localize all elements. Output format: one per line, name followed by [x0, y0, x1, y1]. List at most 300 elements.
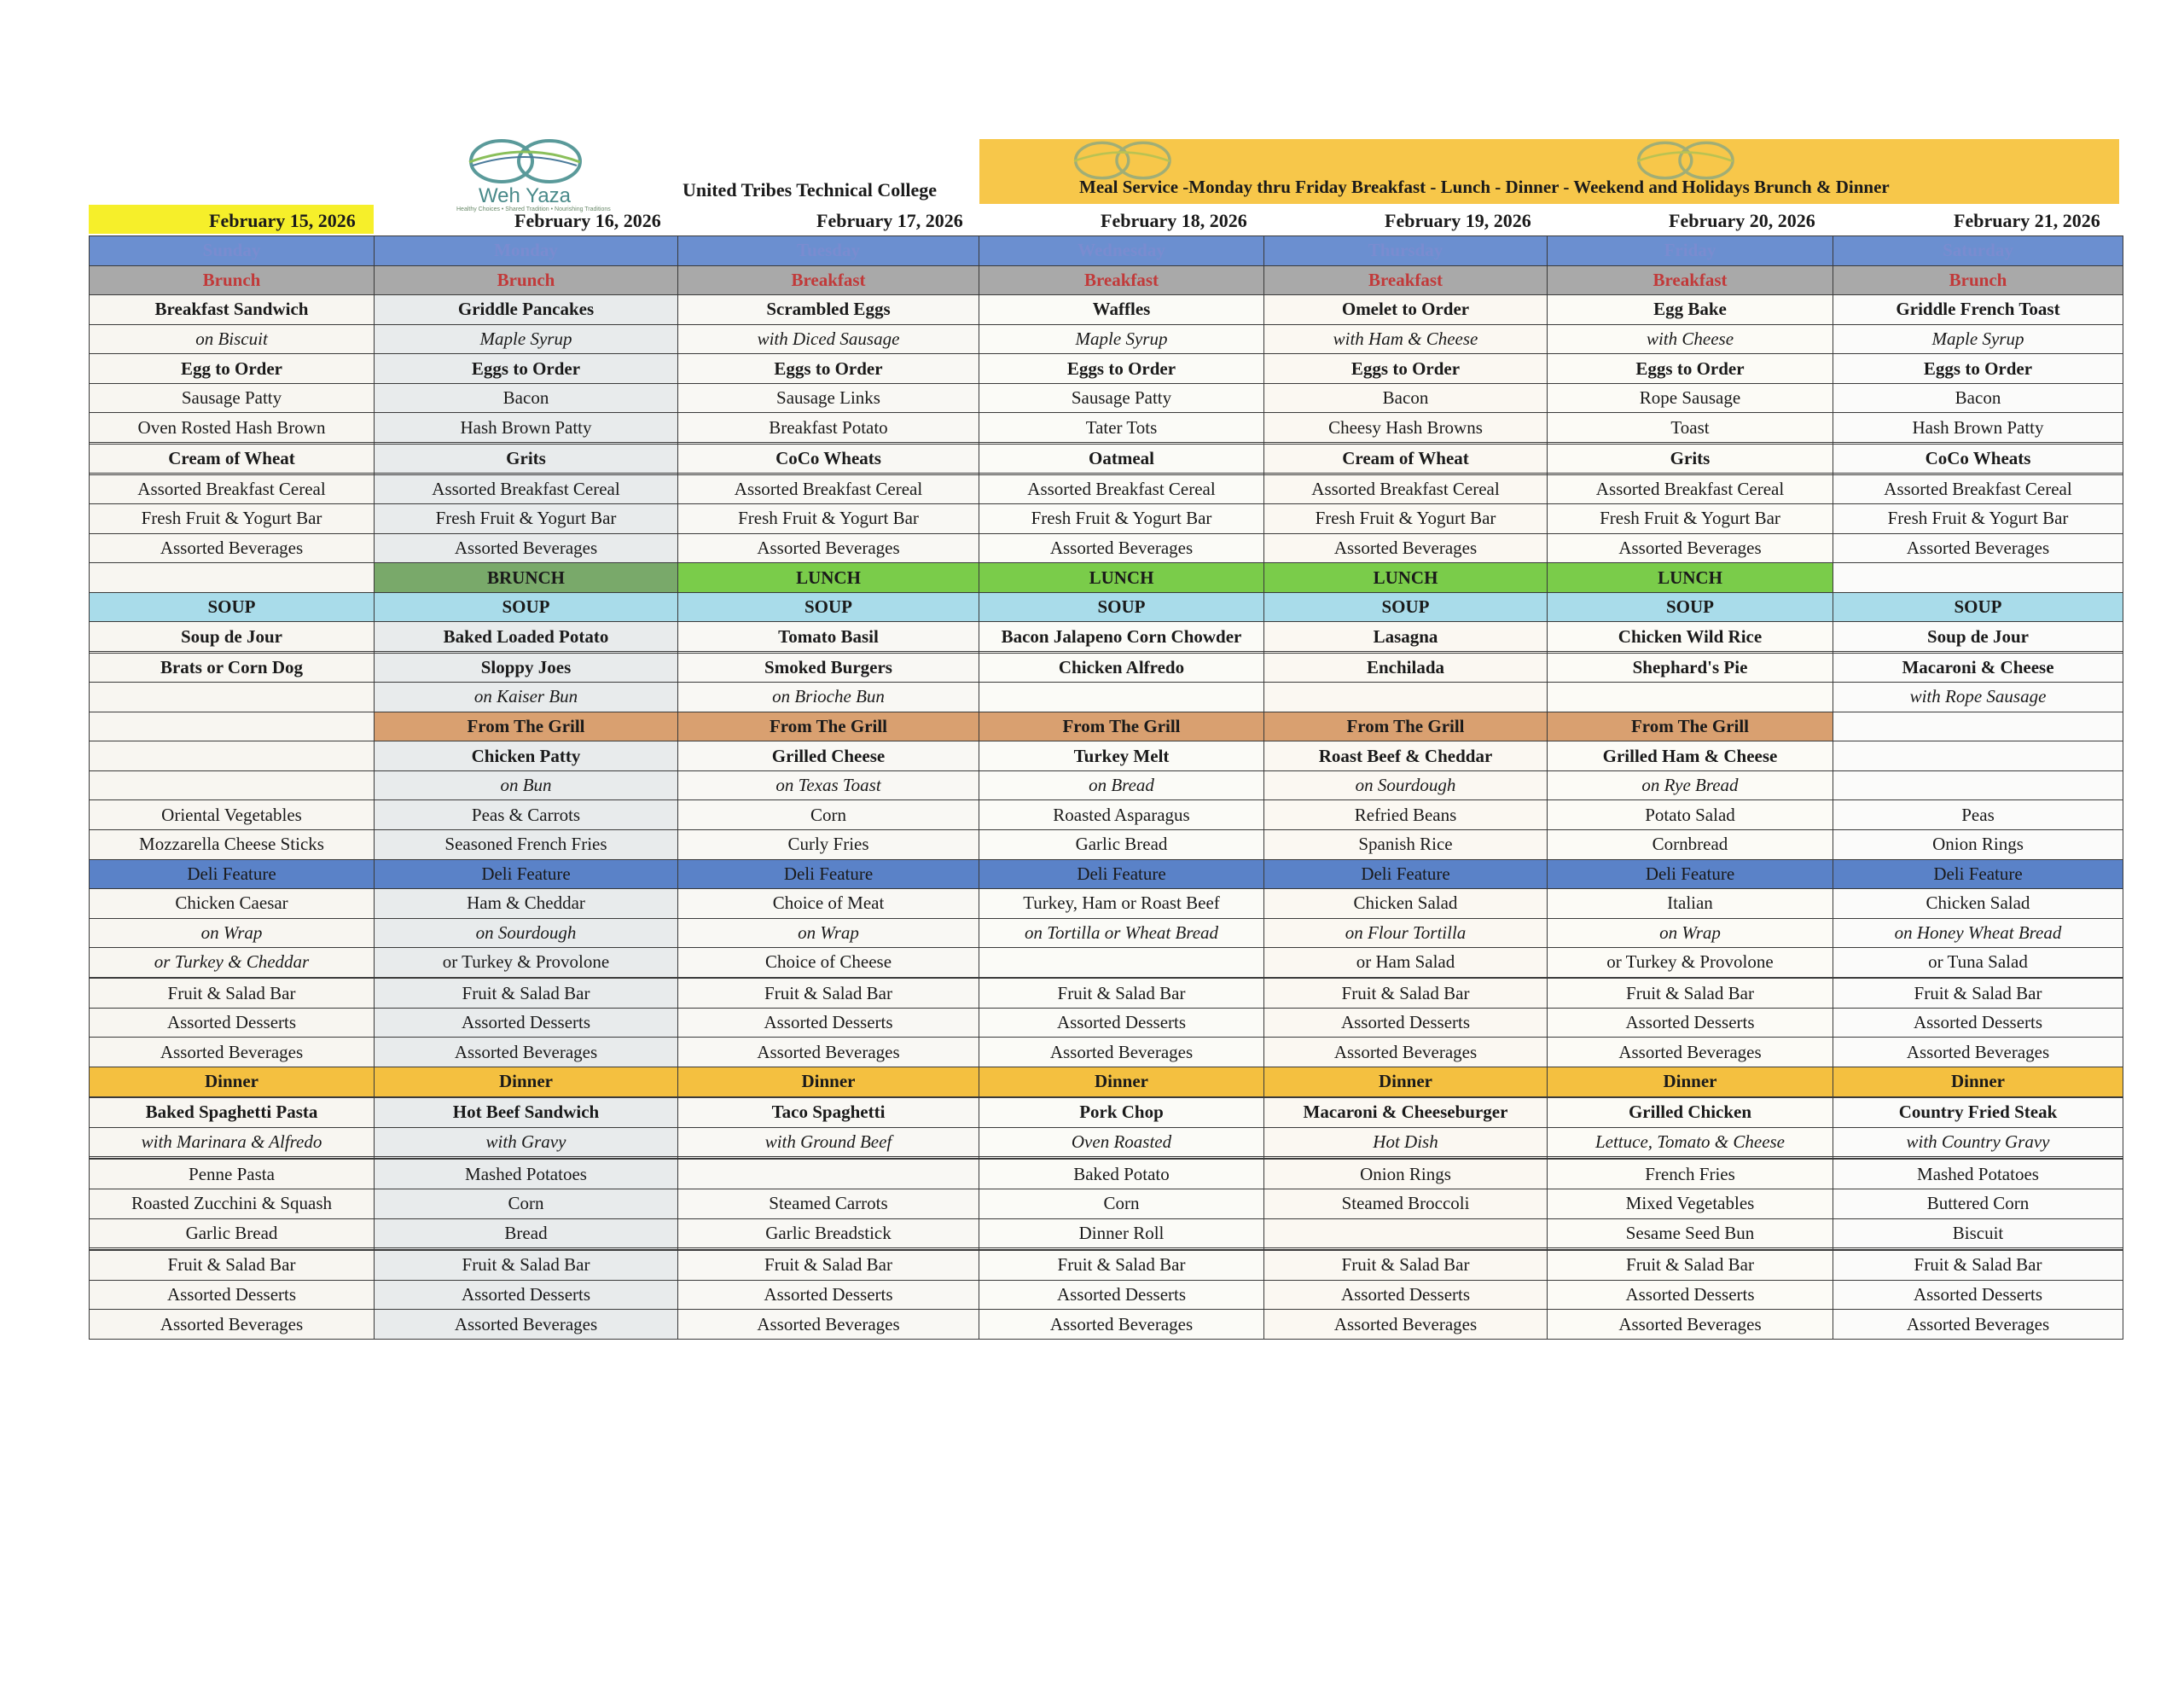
menu-cell-thursday: Assorted Desserts — [1264, 1008, 1548, 1038]
menu-cell-tuesday: with Ground Beef — [678, 1127, 979, 1157]
menu-cell-sunday — [90, 563, 375, 593]
menu-row — [90, 1038, 2123, 1067]
menu-cell-wednesday: Dinner Roll — [979, 1218, 1264, 1248]
menu-cell-saturday: Maple Syrup — [1833, 324, 2123, 354]
menu-row — [90, 1310, 2123, 1340]
menu-cell-tuesday: Sausage Links — [678, 383, 979, 413]
menu-cell-sunday: Assorted Beverages — [90, 1310, 375, 1340]
college-name: United Tribes Technical College — [682, 179, 938, 201]
menu-cell-wednesday: Fruit & Salad Bar — [979, 1251, 1264, 1281]
menu-cell-friday: Italian — [1548, 889, 1833, 919]
menu-cell-sunday — [90, 741, 375, 771]
menu-cell-tuesday: Garlic Breadstick — [678, 1218, 979, 1248]
menu-cell-wednesday: Assorted Beverages — [979, 1038, 1264, 1067]
menu-cell-monday: Brunch — [375, 265, 678, 295]
menu-cell-monday: Fresh Fruit & Yogurt Bar — [375, 504, 678, 534]
menu-cell-saturday: Macaroni & Cheese — [1833, 653, 2123, 683]
menu-cell-sunday — [90, 683, 375, 712]
menu-cell-wednesday: Assorted Desserts — [979, 1280, 1264, 1310]
menu-cell-tuesday: with Diced Sausage — [678, 324, 979, 354]
menu-row — [90, 1189, 2123, 1218]
menu-cell-friday: Fruit & Salad Bar — [1548, 979, 1833, 1009]
menu-cell-tuesday: Breakfast Potato — [678, 413, 979, 443]
menu-cell-thursday: or Ham Salad — [1264, 948, 1548, 978]
menu-cell-monday: or Turkey & Provolone — [375, 948, 678, 978]
menu-cell-tuesday: LUNCH — [678, 563, 979, 593]
menu-cell-sunday: or Turkey & Cheddar — [90, 948, 375, 978]
menu-cell-sunday: SOUP — [90, 592, 375, 622]
menu-cell-sunday: Deli Feature — [90, 859, 375, 889]
menu-cell-thursday: Assorted Beverages — [1264, 1310, 1548, 1340]
menu-cell-friday: Eggs to Order — [1548, 354, 1833, 384]
menu-cell-wednesday: Garlic Bread — [979, 829, 1264, 859]
menu-cell-friday: Chicken Wild Rice — [1548, 622, 1833, 652]
menu-cell-monday: Grits — [375, 444, 678, 474]
menu-cell-tuesday: SOUP — [678, 592, 979, 622]
menu-cell-thursday: Refried Beans — [1264, 800, 1548, 830]
menu-cell-monday: Deli Feature — [375, 859, 678, 889]
menu-cell-friday: Lettuce, Tomato & Cheese — [1548, 1127, 1833, 1157]
menu-cell-saturday: Saturday — [1833, 236, 2123, 266]
menu-cell-friday: Cornbread — [1548, 829, 1833, 859]
menu-cell-thursday: on Sourdough — [1264, 770, 1548, 800]
menu-cell-wednesday: Corn — [979, 1189, 1264, 1218]
menu-cell-monday: on Sourdough — [375, 918, 678, 948]
menu-cell-saturday: Hash Brown Patty — [1833, 413, 2123, 443]
menu-cell-wednesday: Roasted Asparagus — [979, 800, 1264, 830]
menu-row — [90, 622, 2123, 652]
menu-cell-tuesday: Breakfast — [678, 265, 979, 295]
watermark-logo-1 — [1058, 139, 1186, 182]
menu-row — [90, 770, 2123, 800]
menu-cell-friday: Shephard's Pie — [1548, 653, 1833, 683]
menu-cell-wednesday — [979, 948, 1264, 978]
menu-row — [90, 295, 2123, 325]
menu-cell-saturday: Assorted Desserts — [1833, 1280, 2123, 1310]
menu-cell-thursday: Roast Beef & Cheddar — [1264, 741, 1548, 771]
menu-cell-wednesday: Sausage Patty — [979, 383, 1264, 413]
menu-row — [90, 1008, 2123, 1038]
menu-row — [90, 236, 2123, 266]
go-logo-icon — [1062, 139, 1182, 182]
menu-cell-sunday: Sunday — [90, 236, 375, 266]
menu-row — [90, 1160, 2123, 1189]
menu-cell-monday: Maple Syrup — [375, 324, 678, 354]
menu-row — [90, 918, 2123, 948]
menu-cell-friday: Breakfast — [1548, 265, 1833, 295]
date-tuesday: February 17, 2026 — [816, 210, 963, 231]
menu-cell-tuesday: Choice of Cheese — [678, 948, 979, 978]
menu-cell-friday: From The Grill — [1548, 712, 1833, 741]
menu-cell-wednesday: Dinner — [979, 1067, 1264, 1097]
menu-cell-thursday: Enchilada — [1264, 653, 1548, 683]
menu-cell-saturday — [1833, 770, 2123, 800]
menu-row — [90, 413, 2123, 443]
date-monday: February 16, 2026 — [514, 210, 661, 231]
menu-cell-monday: Assorted Breakfast Cereal — [375, 474, 678, 504]
menu-row — [90, 889, 2123, 919]
menu-cell-thursday: Cream of Wheat — [1264, 444, 1548, 474]
date-wednesday: February 18, 2026 — [1101, 210, 1247, 231]
menu-cell-saturday: Assorted Beverages — [1833, 1038, 2123, 1067]
menu-cell-sunday: Assorted Breakfast Cereal — [90, 474, 375, 504]
menu-cell-monday: Bread — [375, 1218, 678, 1248]
menu-cell-wednesday: Eggs to Order — [979, 354, 1264, 384]
menu-cell-sunday: Cream of Wheat — [90, 444, 375, 474]
menu-cell-thursday: Fruit & Salad Bar — [1264, 979, 1548, 1009]
menu-body — [90, 236, 2123, 1340]
menu-cell-saturday: Peas — [1833, 800, 2123, 830]
menu-cell-monday: Griddle Pancakes — [375, 295, 678, 325]
menu-cell-tuesday: Curly Fries — [678, 829, 979, 859]
menu-row — [90, 563, 2123, 593]
menu-row — [90, 712, 2123, 741]
watermark-logo-2 — [1621, 139, 1749, 182]
menu-cell-wednesday: Waffles — [979, 295, 1264, 325]
menu-cell-friday: or Turkey & Provolone — [1548, 948, 1833, 978]
menu-cell-monday: Monday — [375, 236, 678, 266]
menu-cell-saturday: Dinner — [1833, 1067, 2123, 1097]
menu-cell-wednesday: Maple Syrup — [979, 324, 1264, 354]
menu-cell-saturday: Fruit & Salad Bar — [1833, 1251, 2123, 1281]
menu-cell-friday: Assorted Beverages — [1548, 533, 1833, 563]
menu-cell-friday: LUNCH — [1548, 563, 1833, 593]
menu-cell-saturday: Chicken Salad — [1833, 889, 2123, 919]
menu-cell-tuesday: Dinner — [678, 1067, 979, 1097]
menu-cell-sunday: Assorted Beverages — [90, 533, 375, 563]
menu-cell-tuesday: on Wrap — [678, 918, 979, 948]
menu-cell-wednesday: Turkey, Ham or Roast Beef — [979, 889, 1264, 919]
menu-cell-saturday: Biscuit — [1833, 1218, 2123, 1248]
menu-cell-friday: Toast — [1548, 413, 1833, 443]
menu-cell-tuesday: Tomato Basil — [678, 622, 979, 652]
menu-cell-saturday: Deli Feature — [1833, 859, 2123, 889]
menu-cell-sunday: Garlic Bread — [90, 1218, 375, 1248]
menu-cell-monday: Bacon — [375, 383, 678, 413]
meal-service-title: Meal Service -Monday thru Friday Breakfast - Lunch - Dinner - Weekend and Holidays Brunch & Dinner — [1079, 177, 1890, 197]
menu-cell-saturday: Fresh Fruit & Yogurt Bar — [1833, 504, 2123, 534]
menu-row — [90, 533, 2123, 563]
menu-cell-thursday: From The Grill — [1264, 712, 1548, 741]
menu-row — [90, 979, 2123, 1009]
menu-cell-friday: on Wrap — [1548, 918, 1833, 948]
menu-cell-sunday: on Biscuit — [90, 324, 375, 354]
menu-cell-sunday: Sausage Patty — [90, 383, 375, 413]
menu-row — [90, 653, 2123, 683]
menu-cell-thursday: Macaroni & Cheeseburger — [1264, 1098, 1548, 1128]
menu-cell-thursday: Omelet to Order — [1264, 295, 1548, 325]
menu-cell-wednesday: Assorted Beverages — [979, 533, 1264, 563]
menu-row — [90, 444, 2123, 474]
menu-cell-tuesday: Assorted Desserts — [678, 1008, 979, 1038]
menu-cell-wednesday — [979, 683, 1264, 712]
menu-cell-wednesday: Fresh Fruit & Yogurt Bar — [979, 504, 1264, 534]
menu-cell-sunday: Roasted Zucchini & Squash — [90, 1189, 375, 1218]
menu-cell-thursday: Fruit & Salad Bar — [1264, 1251, 1548, 1281]
menu-cell-sunday: Soup de Jour — [90, 622, 375, 652]
menu-cell-saturday: with Country Gravy — [1833, 1127, 2123, 1157]
menu-cell-wednesday: Assorted Beverages — [979, 1310, 1264, 1340]
menu-cell-sunday: with Marinara & Alfredo — [90, 1127, 375, 1157]
menu-cell-saturday: Brunch — [1833, 265, 2123, 295]
menu-cell-friday: Assorted Desserts — [1548, 1280, 1833, 1310]
menu-row — [90, 948, 2123, 978]
menu-row — [90, 324, 2123, 354]
menu-cell-friday: Potato Salad — [1548, 800, 1833, 830]
menu-cell-wednesday: on Bread — [979, 770, 1264, 800]
menu-cell-thursday: Fresh Fruit & Yogurt Bar — [1264, 504, 1548, 534]
menu-cell-friday: Sesame Seed Bun — [1548, 1218, 1833, 1248]
menu-cell-tuesday: Assorted Breakfast Cereal — [678, 474, 979, 504]
go-logo-icon — [461, 137, 589, 186]
menu-row — [90, 383, 2123, 413]
menu-cell-thursday: Breakfast — [1264, 265, 1548, 295]
menu-cell-saturday: CoCo Wheats — [1833, 444, 2123, 474]
menu-cell-thursday: Chicken Salad — [1264, 889, 1548, 919]
menu-row — [90, 741, 2123, 771]
date-friday: February 20, 2026 — [1669, 210, 1815, 231]
menu-cell-thursday: Steamed Broccoli — [1264, 1189, 1548, 1218]
menu-cell-saturday: Mashed Potatoes — [1833, 1160, 2123, 1189]
menu-cell-thursday: Onion Rings — [1264, 1160, 1548, 1189]
menu-cell-saturday: Assorted Breakfast Cereal — [1833, 474, 2123, 504]
menu-cell-tuesday: Fruit & Salad Bar — [678, 1251, 979, 1281]
menu-cell-friday: Rope Sausage — [1548, 383, 1833, 413]
menu-cell-saturday: with Rope Sausage — [1833, 683, 2123, 712]
menu-cell-monday: Hash Brown Patty — [375, 413, 678, 443]
menu-cell-sunday: Fruit & Salad Bar — [90, 1251, 375, 1281]
menu-cell-monday: on Bun — [375, 770, 678, 800]
menu-cell-monday: on Kaiser Bun — [375, 683, 678, 712]
menu-cell-tuesday: on Texas Toast — [678, 770, 979, 800]
menu-cell-sunday: Oriental Vegetables — [90, 800, 375, 830]
go-logo-icon — [1625, 139, 1745, 182]
menu-cell-friday: Egg Bake — [1548, 295, 1833, 325]
menu-cell-saturday: Griddle French Toast — [1833, 295, 2123, 325]
menu-cell-thursday: Deli Feature — [1264, 859, 1548, 889]
menu-cell-wednesday: Pork Chop — [979, 1098, 1264, 1128]
menu-cell-friday: Fruit & Salad Bar — [1548, 1251, 1833, 1281]
menu-cell-thursday: Assorted Beverages — [1264, 1038, 1548, 1067]
menu-cell-friday: Assorted Breakfast Cereal — [1548, 474, 1833, 504]
menu-cell-monday: From The Grill — [375, 712, 678, 741]
menu-cell-friday: Assorted Beverages — [1548, 1310, 1833, 1340]
menu-cell-wednesday: Baked Potato — [979, 1160, 1264, 1189]
menu-cell-saturday: on Honey Wheat Bread — [1833, 918, 2123, 948]
menu-cell-tuesday: From The Grill — [678, 712, 979, 741]
menu-cell-sunday: Fresh Fruit & Yogurt Bar — [90, 504, 375, 534]
menu-cell-wednesday: Wednesday — [979, 236, 1264, 266]
menu-cell-saturday: Onion Rings — [1833, 829, 2123, 859]
menu-cell-tuesday: Assorted Desserts — [678, 1280, 979, 1310]
menu-cell-tuesday: Grilled Cheese — [678, 741, 979, 771]
menu-row — [90, 265, 2123, 295]
menu-cell-saturday: Eggs to Order — [1833, 354, 2123, 384]
menu-cell-friday: on Rye Bread — [1548, 770, 1833, 800]
menu-cell-saturday: or Tuna Salad — [1833, 948, 2123, 978]
menu-cell-monday: Assorted Beverages — [375, 1038, 678, 1067]
menu-cell-saturday: Bacon — [1833, 383, 2123, 413]
menu-cell-wednesday: Oven Roasted — [979, 1127, 1264, 1157]
menu-cell-monday: Corn — [375, 1189, 678, 1218]
menu-cell-thursday — [1264, 683, 1548, 712]
menu-cell-friday: Mixed Vegetables — [1548, 1189, 1833, 1218]
menu-cell-friday: French Fries — [1548, 1160, 1833, 1189]
menu-row — [90, 800, 2123, 830]
logo-tagline: Healthy Choices • Shared Tradition • Nourishing Traditions — [456, 206, 611, 212]
menu-cell-wednesday: LUNCH — [979, 563, 1264, 593]
menu-row — [90, 504, 2123, 534]
menu-cell-wednesday: Bacon Jalapeno Corn Chowder — [979, 622, 1264, 652]
menu-cell-tuesday: Corn — [678, 800, 979, 830]
menu-cell-friday — [1548, 683, 1833, 712]
menu-cell-sunday: Oven Rosted Hash Brown — [90, 413, 375, 443]
menu-cell-sunday: Baked Spaghetti Pasta — [90, 1098, 375, 1128]
menu-cell-thursday: Eggs to Order — [1264, 354, 1548, 384]
menu-cell-sunday: Assorted Beverages — [90, 1038, 375, 1067]
menu-cell-friday: Grilled Chicken — [1548, 1098, 1833, 1128]
menu-row — [90, 592, 2123, 622]
menu-cell-friday: Deli Feature — [1548, 859, 1833, 889]
menu-cell-monday: BRUNCH — [375, 563, 678, 593]
date-thursday: February 19, 2026 — [1385, 210, 1531, 231]
menu-cell-thursday: Thursday — [1264, 236, 1548, 266]
menu-row — [90, 829, 2123, 859]
menu-cell-tuesday: Choice of Meat — [678, 889, 979, 919]
menu-cell-saturday: Buttered Corn — [1833, 1189, 2123, 1218]
menu-cell-tuesday: Assorted Beverages — [678, 1038, 979, 1067]
menu-cell-sunday — [90, 712, 375, 741]
menu-cell-tuesday: Eggs to Order — [678, 354, 979, 384]
menu-cell-friday: Assorted Beverages — [1548, 1038, 1833, 1067]
menu-cell-tuesday: Assorted Beverages — [678, 533, 979, 563]
menu-cell-saturday: Assorted Beverages — [1833, 533, 2123, 563]
menu-row — [90, 1098, 2123, 1128]
menu-cell-wednesday: Oatmeal — [979, 444, 1264, 474]
menu-cell-friday: Assorted Desserts — [1548, 1008, 1833, 1038]
date-sunday: February 15, 2026 — [209, 210, 356, 231]
menu-cell-thursday: on Flour Tortilla — [1264, 918, 1548, 948]
menu-cell-monday: Mashed Potatoes — [375, 1160, 678, 1189]
menu-cell-sunday: Assorted Desserts — [90, 1280, 375, 1310]
menu-cell-saturday — [1833, 741, 2123, 771]
menu-cell-wednesday: Deli Feature — [979, 859, 1264, 889]
menu-cell-tuesday: CoCo Wheats — [678, 444, 979, 474]
menu-cell-monday: Dinner — [375, 1067, 678, 1097]
menu-cell-friday: Grits — [1548, 444, 1833, 474]
menu-cell-monday: Sloppy Joes — [375, 653, 678, 683]
menu-cell-wednesday: Assorted Breakfast Cereal — [979, 474, 1264, 504]
menu-cell-friday: with Cheese — [1548, 324, 1833, 354]
menu-cell-wednesday: on Tortilla or Wheat Bread — [979, 918, 1264, 948]
menu-row — [90, 474, 2123, 504]
menu-cell-tuesday: Taco Spaghetti — [678, 1098, 979, 1128]
menu-cell-tuesday: on Brioche Bun — [678, 683, 979, 712]
menu-cell-saturday: Assorted Beverages — [1833, 1310, 2123, 1340]
menu-cell-thursday: Spanish Rice — [1264, 829, 1548, 859]
menu-cell-saturday — [1833, 563, 2123, 593]
menu-cell-thursday: LUNCH — [1264, 563, 1548, 593]
menu-cell-monday: Assorted Beverages — [375, 1310, 678, 1340]
menu-cell-thursday: Bacon — [1264, 383, 1548, 413]
menu-cell-saturday: Country Fried Steak — [1833, 1098, 2123, 1128]
menu-row — [90, 1127, 2123, 1157]
menu-cell-wednesday: Fruit & Salad Bar — [979, 979, 1264, 1009]
menu-cell-thursday: Assorted Desserts — [1264, 1280, 1548, 1310]
menu-row — [90, 354, 2123, 384]
menu-row — [90, 683, 2123, 712]
menu-cell-sunday — [90, 770, 375, 800]
weh-yaza-logo — [456, 137, 611, 212]
menu-cell-tuesday: Deli Feature — [678, 859, 979, 889]
menu-cell-monday: Assorted Desserts — [375, 1008, 678, 1038]
menu-cell-tuesday: Tuesday — [678, 236, 979, 266]
menu-cell-tuesday — [678, 1160, 979, 1189]
menu-cell-tuesday: Steamed Carrots — [678, 1189, 979, 1218]
menu-row — [90, 1067, 2123, 1097]
menu-cell-thursday: Hot Dish — [1264, 1127, 1548, 1157]
logo-text: Weh Yaza — [478, 184, 572, 207]
menu-row — [90, 1251, 2123, 1281]
menu-row — [90, 859, 2123, 889]
menu-cell-monday: Assorted Desserts — [375, 1280, 678, 1310]
menu-cell-friday: Friday — [1548, 236, 1833, 266]
menu-cell-tuesday: Assorted Beverages — [678, 1310, 979, 1340]
menu-cell-wednesday: Tater Tots — [979, 413, 1264, 443]
menu-cell-tuesday: Fresh Fruit & Yogurt Bar — [678, 504, 979, 534]
menu-cell-sunday: Egg to Order — [90, 354, 375, 384]
menu-cell-thursday: Assorted Beverages — [1264, 533, 1548, 563]
menu-cell-monday: Eggs to Order — [375, 354, 678, 384]
menu-cell-monday: Peas & Carrots — [375, 800, 678, 830]
menu-cell-saturday: SOUP — [1833, 592, 2123, 622]
menu-row — [90, 1280, 2123, 1310]
menu-cell-sunday: Mozzarella Cheese Sticks — [90, 829, 375, 859]
menu-cell-sunday: Assorted Desserts — [90, 1008, 375, 1038]
menu-cell-monday: Baked Loaded Potato — [375, 622, 678, 652]
menu-cell-thursday: SOUP — [1264, 592, 1548, 622]
menu-cell-monday: Ham & Cheddar — [375, 889, 678, 919]
menu-cell-monday: Fruit & Salad Bar — [375, 1251, 678, 1281]
menu-cell-sunday: Brats or Corn Dog — [90, 653, 375, 683]
menu-cell-tuesday: Smoked Burgers — [678, 653, 979, 683]
menu-cell-monday: Hot Beef Sandwich — [375, 1098, 678, 1128]
menu-cell-thursday — [1264, 1218, 1548, 1248]
menu-cell-saturday: Assorted Desserts — [1833, 1008, 2123, 1038]
menu-cell-sunday: Dinner — [90, 1067, 375, 1097]
menu-cell-thursday: with Ham & Cheese — [1264, 324, 1548, 354]
menu-cell-saturday: Fruit & Salad Bar — [1833, 979, 2123, 1009]
menu-cell-monday: SOUP — [375, 592, 678, 622]
menu-cell-tuesday: Fruit & Salad Bar — [678, 979, 979, 1009]
menu-cell-wednesday: Assorted Desserts — [979, 1008, 1264, 1038]
menu-cell-wednesday: Breakfast — [979, 265, 1264, 295]
menu-cell-sunday: Brunch — [90, 265, 375, 295]
menu-cell-friday: SOUP — [1548, 592, 1833, 622]
menu-cell-thursday: Assorted Breakfast Cereal — [1264, 474, 1548, 504]
menu-cell-monday: with Gravy — [375, 1127, 678, 1157]
menu-cell-sunday: Fruit & Salad Bar — [90, 979, 375, 1009]
menu-cell-friday: Grilled Ham & Cheese — [1548, 741, 1833, 771]
menu-cell-thursday: Lasagna — [1264, 622, 1548, 652]
menu-row — [90, 1218, 2123, 1248]
menu-cell-sunday: Breakfast Sandwich — [90, 295, 375, 325]
menu-cell-wednesday: Turkey Melt — [979, 741, 1264, 771]
menu-cell-tuesday: Scrambled Eggs — [678, 295, 979, 325]
menu-table — [89, 235, 2123, 1340]
menu-cell-monday: Fruit & Salad Bar — [375, 979, 678, 1009]
menu-cell-friday: Fresh Fruit & Yogurt Bar — [1548, 504, 1833, 534]
